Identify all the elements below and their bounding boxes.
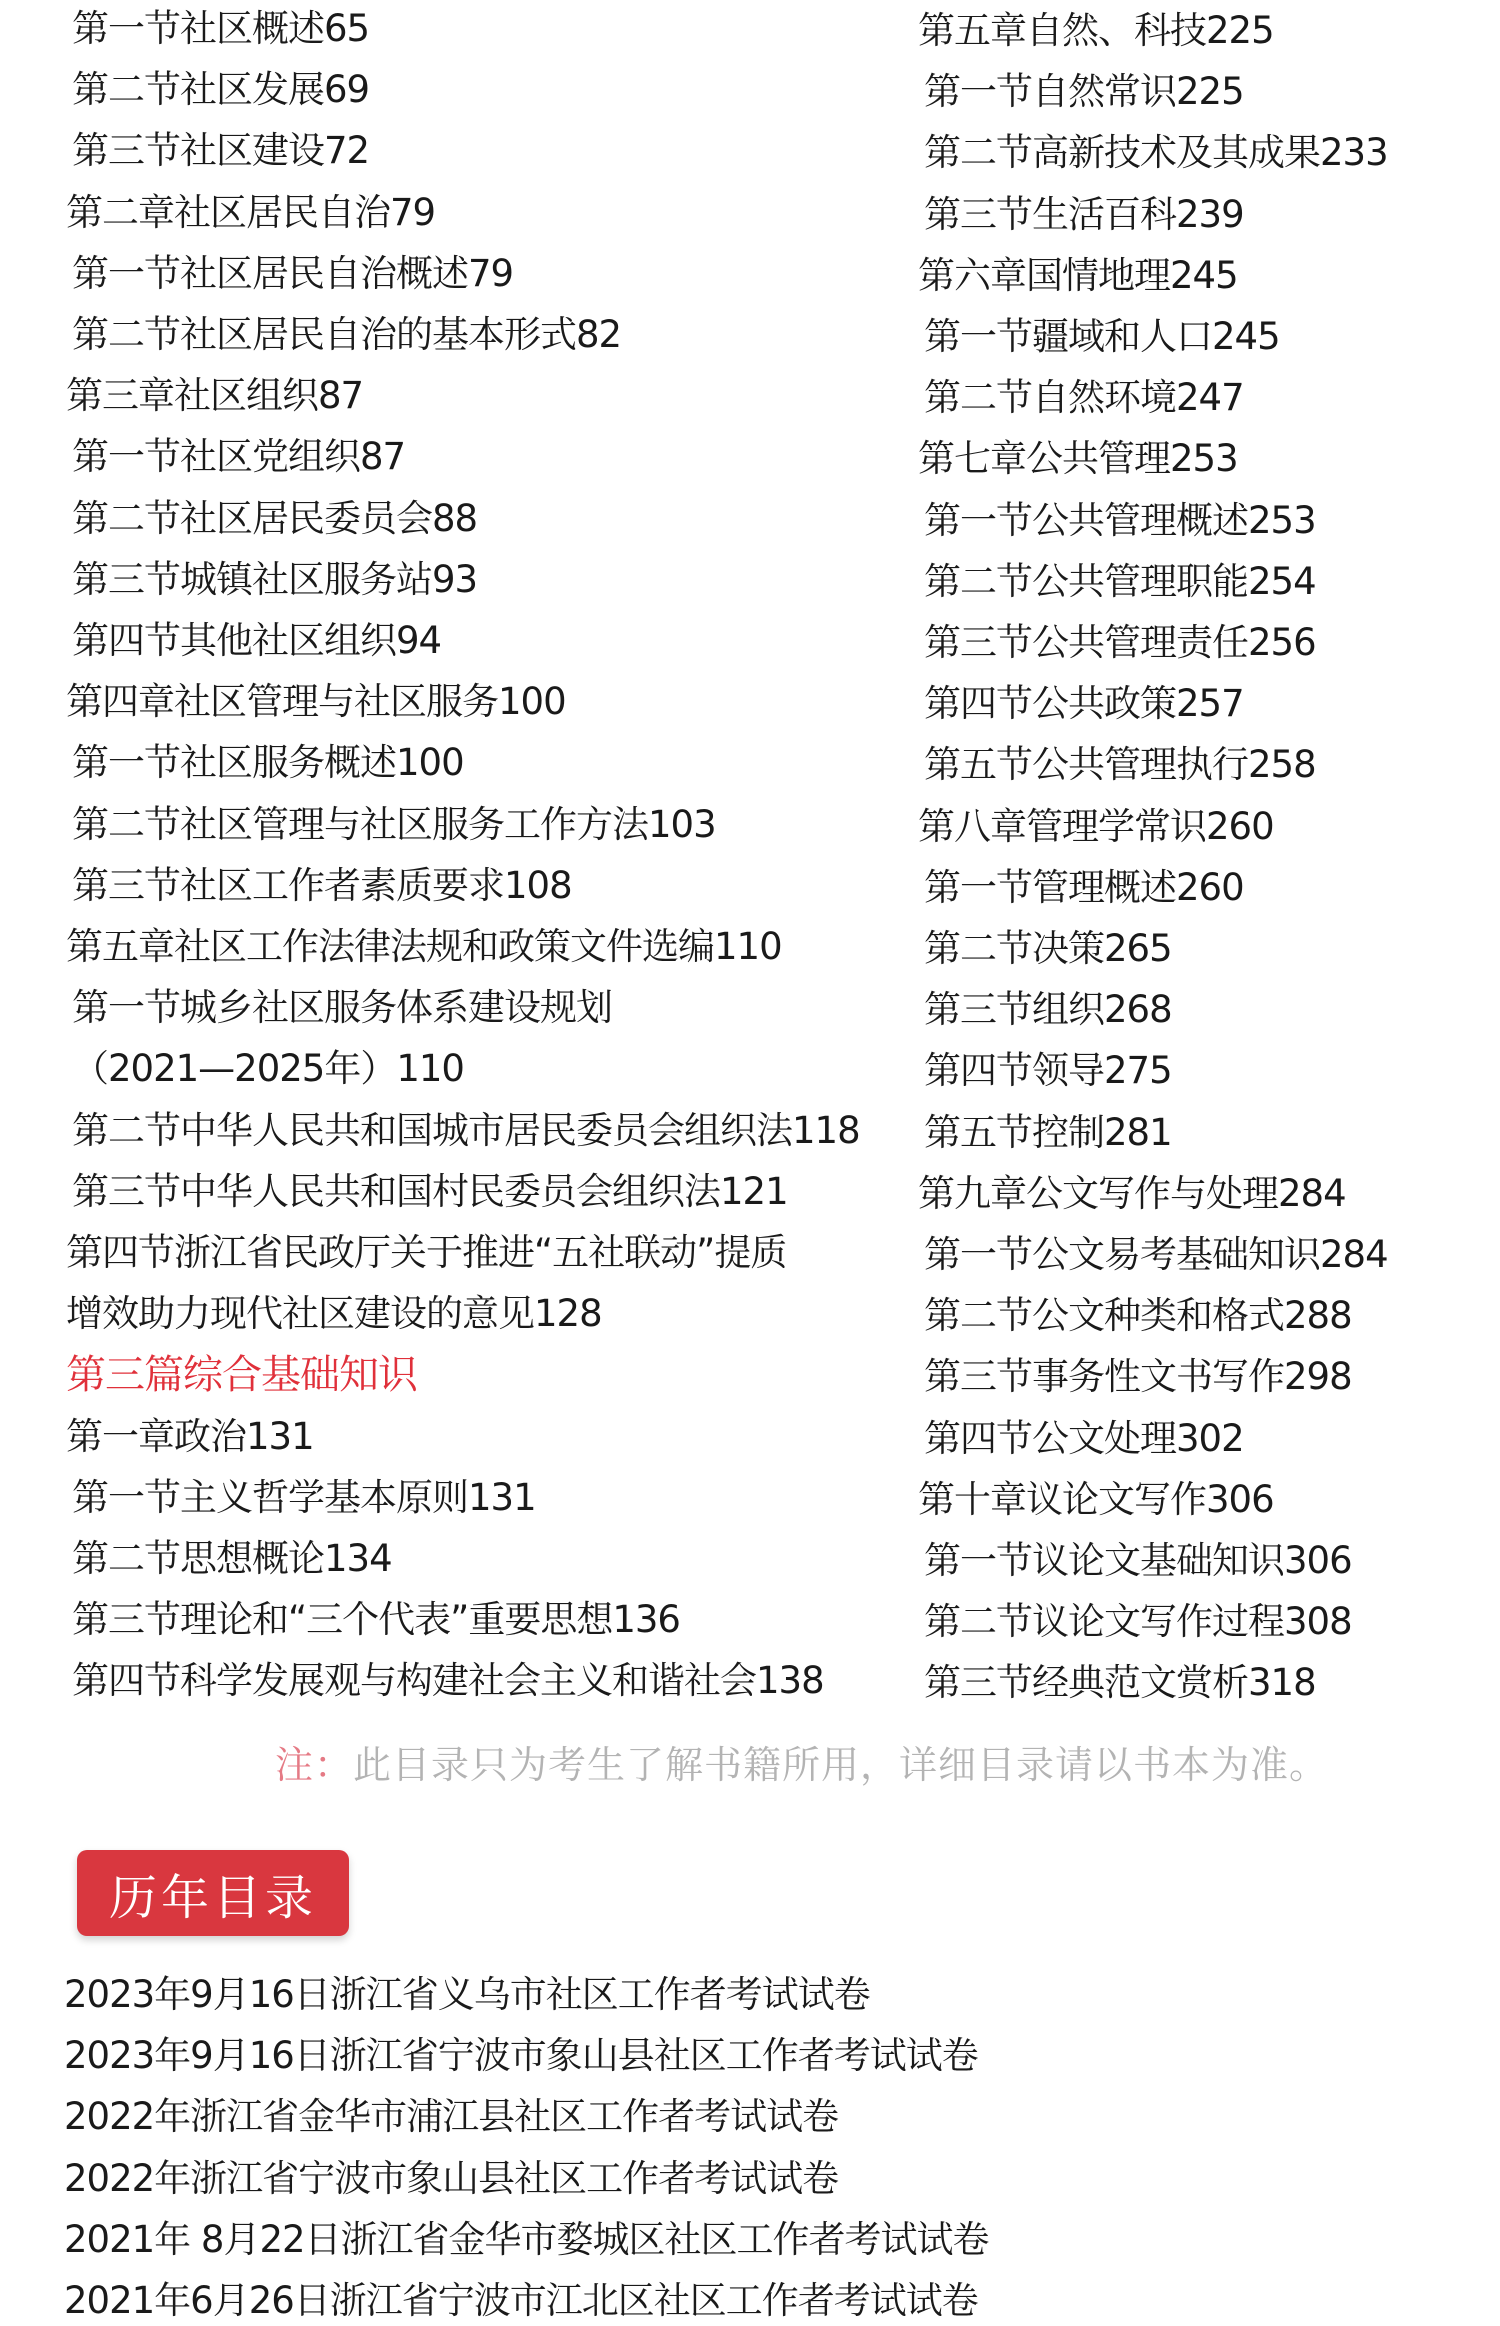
toc_left-section-item: （2021—2025年）110 (72, 1047, 464, 1091)
toc_right-section-item: 第二节议论文写作过程308 (924, 1600, 1352, 1644)
history-item: 2023年9月16日浙江省义乌市社区工作者考试试卷 (64, 1973, 870, 2016)
history-item: 2022年浙江省金华市浦江县社区工作者考试试卷 (64, 2095, 839, 2139)
toc_left-section-item: 第二节思想概论134 (72, 1537, 392, 1580)
toc_left-chapter-item: 增效助力现代社区建设的意见128 (66, 1292, 602, 1336)
toc_left-section-item: 第二节社区居民自治的基本形式82 (72, 313, 622, 356)
toc_left-chapter-item: 第二章社区居民自治79 (66, 190, 436, 234)
toc_right-section-item: 第二节自然环境247 (924, 376, 1244, 420)
toc_left-section-item: 第一节社区居民自治概述79 (72, 251, 514, 295)
toc_right-section-item: 第二节决策265 (924, 927, 1172, 970)
history-item: 2022年浙江省宁波市象山县社区工作者考试试卷 (64, 2156, 839, 2200)
toc_right-section-item: 第三节生活百科239 (924, 192, 1244, 236)
toc_left-chapter-item: 第一章政治131 (66, 1414, 314, 1458)
toc_left-section-item: 第三节城镇社区服务站93 (72, 557, 478, 601)
note-text: 此目录只为考生了解书籍所用，详细目录请以书本为准。 (353, 1743, 1329, 1787)
toc_right-chapter-item: 第八章管理学常识260 (918, 804, 1274, 848)
toc_left-part-item: 第三篇综合基础知识 (66, 1352, 417, 1399)
toc_left-section-item: 第四节科学发展观与构建社会主义和谐社会138 (72, 1659, 824, 1703)
toc_right-section-item: 第一节公文易考基础知识284 (924, 1233, 1388, 1276)
toc_left-section-item: 第三节理论和“三个代表”重要思想136 (72, 1598, 680, 1642)
toc_left-section-item: 第三节社区建设72 (72, 129, 370, 173)
toc-note (275, 1740, 1328, 1790)
toc_right-section-item: 第二节公共管理职能254 (924, 559, 1316, 603)
toc_right-section-item: 第一节自然常识225 (924, 70, 1244, 114)
toc_left-section-item: 第二节社区居民委员会88 (72, 496, 478, 540)
toc_right-section-item: 第一节议论文基础知识306 (924, 1539, 1352, 1582)
note-prefix: 注： (275, 1743, 354, 1787)
toc_right-section-item: 第一节公共管理概述253 (924, 498, 1316, 542)
toc_right-section-item: 第三节经典范文赏析318 (924, 1661, 1316, 1705)
toc_right-section-item: 第四节领导275 (924, 1049, 1172, 1093)
history-badge (77, 1850, 349, 1936)
toc_right-section-item: 第五节控制281 (924, 1110, 1172, 1154)
toc_left-chapter-item: 第三章社区组织87 (66, 374, 364, 418)
toc_right-section-item: 第二节公文种类和格式288 (924, 1294, 1352, 1338)
toc_right-section-item: 第三节组织268 (924, 988, 1172, 1032)
toc_right-chapter-item: 第六章国情地理245 (918, 253, 1238, 297)
toc_right-section-item: 第四节公文处理302 (924, 1416, 1244, 1460)
toc_left-chapter-item: 第五章社区工作法律法规和政策文件选编110 (66, 925, 782, 968)
toc_right-chapter-item: 第十章议论文写作306 (918, 1477, 1274, 1521)
toc_right-chapter-item: 第九章公文写作与处理284 (918, 1171, 1346, 1215)
history-item: 2021年 8月22日浙江省金华市婺城区社区工作者考试试卷 (64, 2217, 989, 2261)
history-item: 2023年9月16日浙江省宁波市象山县社区工作者考试试卷 (64, 2034, 978, 2078)
toc_right-section-item: 第三节事务性文书写作298 (924, 1355, 1352, 1399)
toc_left-section-item: 第一节社区党组织87 (72, 435, 406, 479)
toc_right-section-item: 第四节公共政策257 (924, 682, 1244, 726)
toc_left-section-item: 第三节社区工作者素质要求108 (72, 863, 572, 907)
history-item: 2021年6月26日浙江省宁波市江北区社区工作者考试试卷 (64, 2279, 978, 2322)
toc_left-section-item: 第一节社区服务概述100 (72, 741, 464, 785)
toc_left-chapter-item: 第四节浙江省民政厅关于推进“五社联动”提质 (66, 1231, 787, 1274)
toc_left-section-item: 第一节城乡社区服务体系建设规划 (72, 986, 612, 1030)
toc_right-section-item: 第二节高新技术及其成果233 (924, 131, 1388, 175)
toc_right-section-item: 第一节管理概述260 (924, 865, 1244, 909)
toc_left-section-item: 第二节中华人民共和国城市居民委员会组织法118 (72, 1108, 860, 1152)
toc_left-section-item: 第二节社区发展69 (72, 68, 370, 112)
toc_left-section-item: 第二节社区管理与社区服务工作方法103 (72, 802, 716, 846)
toc_right-section-item: 第五节公共管理执行258 (924, 743, 1316, 787)
toc_right-chapter-item: 第五章自然、科技225 (918, 9, 1274, 52)
toc_left-chapter-item: 第四章社区管理与社区服务100 (66, 680, 566, 724)
toc_right-section-item: 第一节疆域和人口245 (924, 315, 1280, 358)
history-badge-label: 历年目录 (108, 1869, 317, 1926)
toc_left-section-item: 第一节主义哲学基本原则131 (72, 1475, 536, 1519)
toc_right-section-item: 第三节公共管理责任256 (924, 621, 1316, 664)
toc_right-chapter-item: 第七章公共管理253 (918, 437, 1238, 481)
toc_left-section-item: 第一节社区概述65 (72, 7, 370, 50)
toc_left-section-item: 第四节其他社区组织94 (72, 619, 442, 662)
toc_left-section-item: 第三节中华人民共和国村民委员会组织法121 (72, 1169, 788, 1213)
